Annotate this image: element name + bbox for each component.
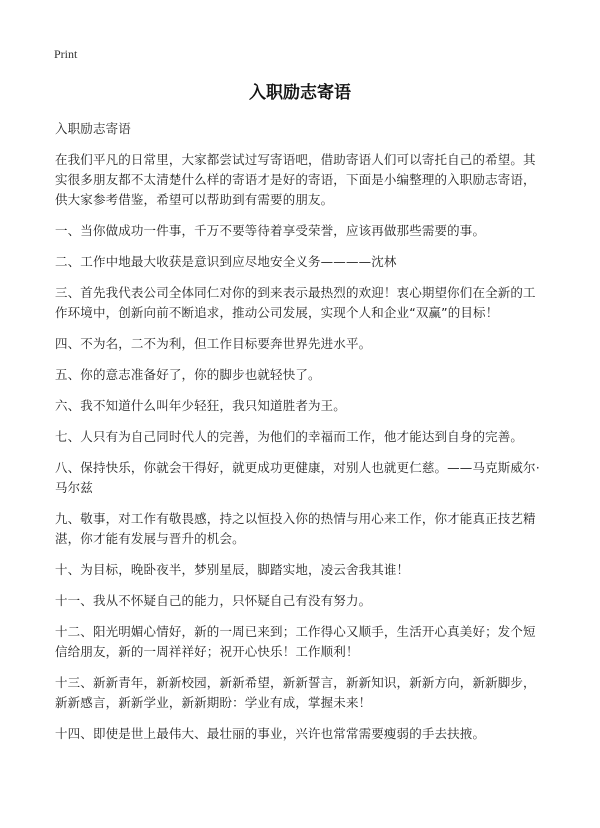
intro-paragraph: 在我们平凡的日常里，大家都尝试过写寄语吧，借助寄语人们可以寄托自己的希望。其实很多朋友都不太清楚什么样的寄语才是好的寄语，下面是小编整理的入职励志寄语，供大家参考借鉴，希望可以帮助到有需要的朋友。: [55, 152, 536, 207]
quote-paragraph-11: 十一、我从不怀疑自己的能力，只怀疑自己有没有努力。: [55, 593, 372, 608]
print-link[interactable]: Print: [54, 47, 78, 61]
quote-paragraph-2: 二、工作中地最大收获是意识到应尽地安全义务————沈林: [55, 254, 397, 269]
quote-paragraph-3: 三、首先我代表公司全体同仁对你的到来表示最热烈的欢迎！衷心期望你们在全新的工作环境中，创新向前不断追求，推动公司发展，实现个人和企业“双赢”的目标！: [55, 285, 536, 320]
quote-paragraph-8: 八、保持快乐，你就会干得好，就更成功更健康，对别人也就更仁慈。——马克斯威尔·马尔兹: [55, 460, 540, 495]
quote-paragraph-12: 十二、阳光明媚心情好，新的一周已来到；工作得心又顺手，生活开心真美好；发个短信给朋友，新的一周祥祥好；祝开心快乐！工作顺利！: [55, 624, 536, 659]
quote-paragraph-9: 九、敬事，对工作有敬畏感，持之以恒投入你的热情与用心来工作，你才能真正技艺精湛，你才能有发展与晋升的机会。: [55, 511, 536, 546]
quote-paragraph-1: 一、当你做成功一件事，千万不要等待着享受荣誉，应该再做那些需要的事。: [55, 223, 486, 238]
quote-paragraph-5: 五、你的意志准备好了，你的脚步也就轻快了。: [55, 367, 321, 382]
quote-paragraph-10: 十、为目标，晚卧夜半，梦别星辰，脚踏实地，凌云舍我其谁！: [55, 562, 410, 577]
page-title: 入职励志寄语: [249, 83, 351, 103]
quote-paragraph-14: 十四、即使是世上最伟大、最壮丽的事业，兴许也常常需要瘦弱的手去扶掖。: [55, 726, 486, 741]
quote-paragraph-7: 七、人只有为自己同时代人的完善，为他们的幸福而工作，他才能达到自身的完善。: [55, 429, 524, 444]
quote-paragraph-6: 六、我不知道什么叫年少轻狂，我只知道胜者为王。: [55, 398, 346, 413]
quote-paragraph-13: 十三、新新青年，新新校园，新新希望，新新誓言，新新知识，新新方向，新新脚步，新新感言，新新学业，新新期盼：学业有成，掌握未来！: [55, 675, 536, 710]
article-body: [55, 119, 547, 755]
article-subtitle: 入职励志寄语: [55, 121, 131, 136]
quote-paragraph-4: 四、不为名，二不为利，但工作目标要奔世界先进水平。: [55, 336, 372, 351]
